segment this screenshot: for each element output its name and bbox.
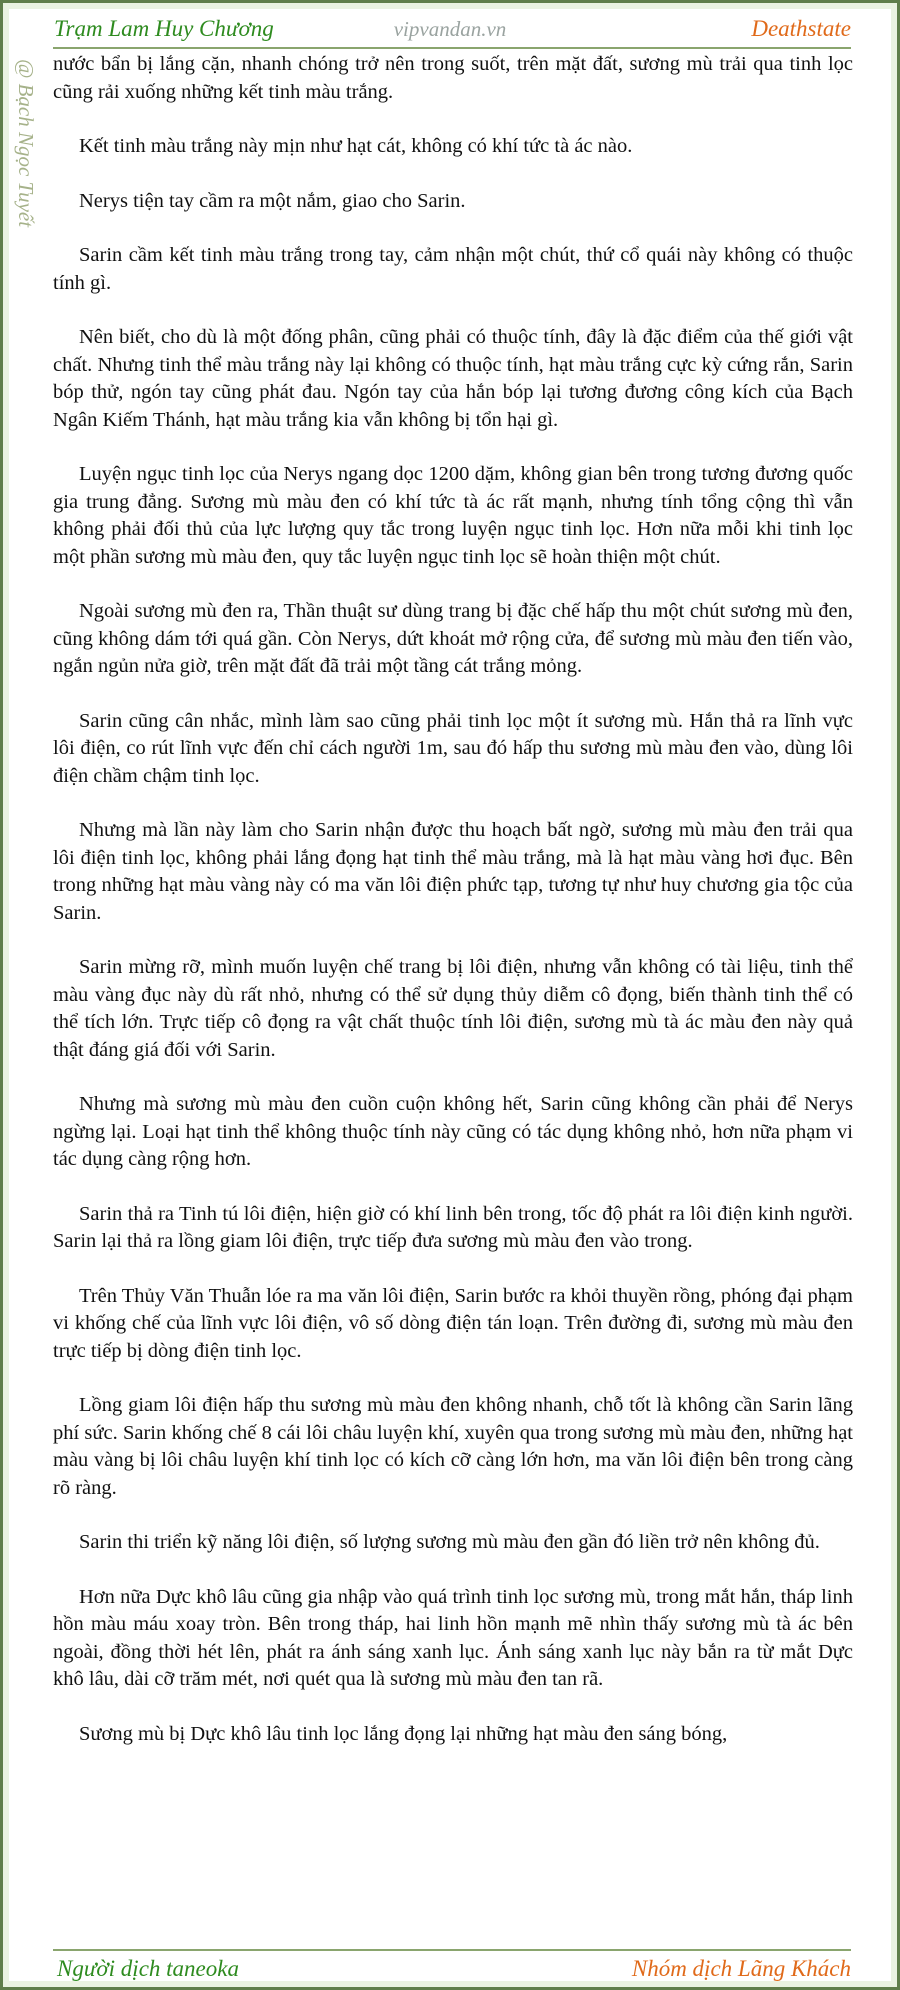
paragraph: nước bẩn bị lắng cặn, nhanh chóng trở nên trong suốt, trên mặt đất, sương mù trải qua tinh lọc cũng rải xuống những kết tinh màu trắng. <box>53 53 853 103</box>
sidebar-watermark <box>13 59 43 319</box>
paragraph: Sarin cầm kết tinh màu trắng trong tay, cảm nhận một chút, thứ cổ quái này không có thuộc tính gì. <box>53 244 853 294</box>
sidebar-credit: @ Bạch Ngọc Tuyết <box>14 59 38 228</box>
paragraph: Nerys tiện tay cầm ra một nắm, giao cho Sarin. <box>79 189 466 212</box>
header-website: vipvandan.vn <box>393 17 507 41</box>
footer-translator: Người dịch taneoka <box>57 1956 239 1981</box>
paragraph: Sương mù bị Dực khô lâu tinh lọc lắng đọng lại những hạt màu đen sáng bóng, <box>79 1722 728 1745</box>
header-divider <box>53 47 851 49</box>
paragraph: Hơn nữa Dực khô lâu cũng gia nhập vào quá trình tinh lọc sương mù, trong mắt hắn, tháp linh hồn màu máu xoay tròn. Bên trong tháp, hai linh hồn mạnh mẽ nhìn thấy sương mù tà ác bên ngoài, đồng thời hét lên, phát ra ánh sáng xanh lục. Ánh sáng xanh lục này bắn ra từ mắt Dực khô lâu, dài cỡ trăm mét, nơi quét qua là sương mù màu đen tan rã. <box>53 1585 853 1690</box>
paragraph: Sarin thi triển kỹ năng lôi điện, số lượng sương mù màu đen gần đó liền trở nên không đủ. <box>79 1531 820 1553</box>
paragraph: Nên biết, cho dù là một đống phân, cũng phải có thuộc tính, đây là đặc điểm của thế giới vật chất. Nhưng tinh thể màu trắng này lại không có thuộc tính, hạt màu trắng cực kỳ cứng rắn, Sarin bóp thử, ngón tay cũng phát đau. Ngón tay của hắn bóp lại tương đương công kích của Bạch Ngân Kiếm Thánh, hạt màu trắng kia vẫn không bị tổn hại gì. <box>53 326 853 431</box>
paragraph: Sarin cũng cân nhắc, mình làm sao cũng phải tinh lọc một ít sương mù. Hắn thả ra lĩnh vực lôi điện, co rút lĩnh vực đến chỉ cách người 1m, sau đó hấp thu sương mù màu đen vào, dùng lôi điện chầm chậm tinh lọc. <box>53 709 853 787</box>
paragraph: Trên Thủy Văn Thuẫn lóe ra ma văn lôi điện, Sarin bước ra khỏi thuyền rồng, phóng đại phạm vi khống chế của lĩnh vực lôi điện, vô số dòng điện tán loạn. Trên đường đi, sương mù màu đen trực tiếp bị dòng điện tinh lọc. <box>53 1284 853 1362</box>
paragraph: Kết tinh màu trắng này mịn như hạt cát, không có khí tức tà ác nào. <box>79 135 633 157</box>
footer-group: Nhóm dịch Lãng Khách <box>631 1956 851 1981</box>
header-site-name: Trạm Lam Huy Chương <box>54 16 274 41</box>
paragraph: Ngoài sương mù đen ra, Thần thuật sư dùng trang bị đặc chế hấp thu một chút sương mù đen, cũng không dám tới quá gần. Còn Nerys, dứt khoát mở rộng cửa, để sương mù màu đen tiến vào, ngắn ngủn nửa giờ, trên mặt đất đã trải một tầng cát trắng mỏng. <box>53 600 853 677</box>
paragraph: Nhưng mà sương mù màu đen cuồn cuộn không hết, Sarin cũng không cần phải để Nerys ngừng lại. Loại hạt tinh thể không thuộc tính này cũng có tác dụng không nhỏ, hơn nữa phạm vi tác dụng càng rộng hơn. <box>53 1093 853 1170</box>
header-author: Deathstate <box>751 16 851 41</box>
paragraph: Nhưng mà lần này làm cho Sarin nhận được thu hoạch bất ngờ, sương mù màu đen trải qua lôi điện tinh lọc, không phải lắng đọng hạt tinh thể màu trắng, mà là hạt màu vàng hơi đục. Bên trong những hạt màu vàng này có ma văn lôi điện phức tạp, tương tự như huy chương gia tộc của Sarin. <box>53 819 853 924</box>
paragraph: Lồng giam lôi điện hấp thu sương mù màu đen không nhanh, chỗ tốt là không cần Sarin lãng phí sức. Sarin khống chế 8 cái lôi châu luyện khí, xuyên qua trong sương mù màu đen, những hạt màu vàng bị lôi châu luyện khí tinh lọc có kích cỡ càng lớn hơn, ma văn lôi điện bên trong càng rõ ràng. <box>53 1394 853 1499</box>
page-header <box>9 9 891 49</box>
paragraph: Sarin mừng rỡ, mình muốn luyện chế trang bị lôi điện, nhưng vẫn không có tài liệu, tinh thể màu vàng đục này dù rất nhỏ, nhưng có thể sử dụng thủy diễm cô đọng, biến thành tinh thể có thể tích lớn. Trực tiếp cô đọng ra vật chất thuộc tính lôi điện, sương mù tà ác màu đen này quả thật đáng giá đối với Sarin. <box>53 956 853 1061</box>
paragraph: Luyện ngục tinh lọc của Nerys ngang dọc 1200 dặm, không gian bên trong tương đương quốc gia trung đẳng. Sương mù màu đen có khí tức tà ác rất mạnh, nhưng tính tổng cộng thì vẫn không phải đối thủ của lực lượng quy tắc trong luyện ngục tinh lọc. Hơn nữa mỗi khi tinh lọc một phần sương mù màu đen, quy tắc luyện ngục tinh lọc sẽ hoàn thiện một chút. <box>53 463 853 568</box>
chapter-text <box>53 51 853 1775</box>
paragraph: Sarin thả ra Tinh tú lôi điện, hiện giờ có khí linh bên trong, tốc độ phát ra lôi điện kinh người. Sarin lại thả ra lồng giam lôi điện, trực tiếp đưa sương mù màu đen vào trong. <box>53 1202 853 1252</box>
footer-divider <box>53 1949 851 1951</box>
page <box>9 9 891 1981</box>
